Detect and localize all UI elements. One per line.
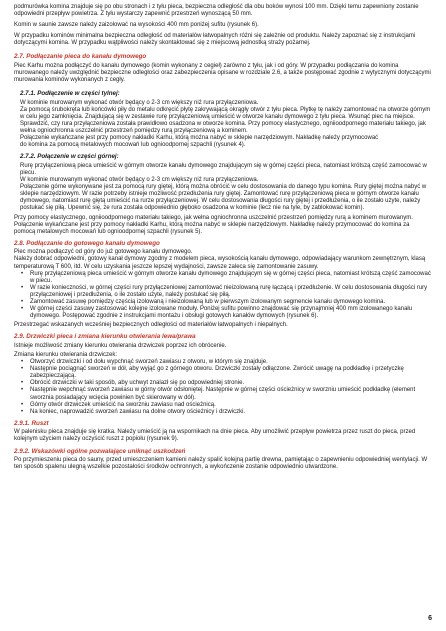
list-item: • W razie konieczności, w górnej części rury przyłączeniowej zamontować nieizolowaną rurę łączącą i przedłużenie. W celu dostosowania długości rury przyłączeniowej i przedłużenia, o ile zostało użyte, należy postukać się piłą.	[14, 285, 432, 299]
section-2-8-paragraph-1: Piec można podłączyć od góry do już gotowego kanału dymowego.	[14, 249, 193, 256]
section-2-7-2-line-2: W kominie murowanym wykonać otwór będący o 2-3 cm większy niż rura przyłączeniowa.	[20, 177, 259, 184]
section-2-7-1-line-3: Połączenie wykańczane jest przy pomocy nakładki Karhu, którą można nabyć w sklepie narzędziowym. Nakładkę należy przymocować	[20, 135, 379, 142]
section-2-7-2-line-3: Połączenie górne wykonywane jest za pomocą rury giętej, którą można obrócić w celu dostosowania do danego typu komina. Rury giętej można nabyć w sklepie narzędziowym. W razie potrzeby istnieje możliwość przedłużenia rury giętej. Zamontować rurę przyłączeniową pieca w górnym otworze kanału dymowego, natomiast rurę giętą umieścić na rurze przyłączeniowej. W celu dostosowania długości rury giętej i przedłużenia, o ile zostało użyte, należy postukać się piłą. Upewnić się, że rura została odpowiednio głęboko osadzona w kominie (lecz nie na tyle, by zablokować komin).	[20, 184, 427, 212]
section-2-7-1-line-1: W kominie murowanym wykonać otwór będący o 2-3 cm większy niż rura przyłączeniowa.	[20, 99, 259, 106]
section-2-7-paragraph: Piec Karhu można podłączyć do kanału dymowego (komin wykonany z cegieł) zarówno z tyłu, jak i od góry. W przypadku podłączania do komina murowanego należy uwzględnić bezpieczne odległości oraz zabezpieczenia opisane w rozdziale 2.6, a także postępować zgodnie z wytycznymi dotyczącymi murowania kominów wykonanych z cegły.	[14, 62, 431, 84]
intro-paragraph-2: Komin w saunie zawsze należy zaizolować na wysokości 400 mm poniżej sufitu (rysunek 6).	[14, 22, 259, 29]
list-item: • Następnie pociągnąć sworzeń w dół, aby wyjąć go z górnego otworu. Drzwiczki zostały odłączone. Zwrócić uwagę na podkładkę i przetyczkę zabezpieczającą.	[14, 366, 432, 380]
list-item: • Rurę przyłączeniową pieca umieścić w górnym otworze kanału dymowego znajdującym się w górnej części pieca, natomiast krótszą część zamocować w piecu.	[14, 271, 432, 285]
intro-paragraph-1: podmurówka komina znajduje się po obu stronach i z tyłu pieca, bezpieczna odległość dla obu boków wynosi 100 mm. Dzięki temu zapewniony zostanie odpowiedni przepływ powietrza. Z tyłu wystarczy zapewnić przestrzeń wynoszącą 50 mm.	[14, 4, 419, 18]
section-2-7-2-line-4: Przy pomocy elastycznego, ogniioodpornego materiału takiego, jak wełna ogniochronna uszczelnić przestrzeń pomiędzy rurą a kominem murowanym. Połączenie wykańczane jest przy pomocy nakładki Karhu, którą można nabyć w sklepie narzędziowym. Nakładkę należy przymocować do komina za pomocą metalowych mocowań lub ognioodpornej szpachli (rysunek 5).	[14, 214, 413, 235]
section-2-9-paragraph-1: Istnieje możliwość zmiany kierunku otwierania drzwiczek poprzez ich obrócenie.	[14, 342, 227, 349]
page-number: 6	[428, 615, 432, 622]
list-item: • Zamontować zasuwę pomiędzy częścią izolowaną i nieizolowaną lub w pierwszym izolowanym segmencie kanału dymowego komina.	[14, 299, 432, 306]
section-2-8-paragraph-2: Należy dobrać odpowiedni, gotowy kanał dymowy zgodny z modelem pieca, wysokością kanału dymowego, odpowiadający warunkom zewnętrznym, klasą temperaturową T 600, itd. W celu uzyskania jeszcze lepszej wydajności, zawsze zaleca się zamontowanie zasuwy.	[14, 256, 426, 270]
list-item: • Następnie wepchnąć sworzeń zawiasu w górny otwór odsłoniętej. Następnie w górnej części ościeżnicy w sworzniu umieścić podkładkę (element sworznia posiadający wcięcia powinien być skierowany w dół).	[14, 387, 432, 401]
list-item: • W górnej części zasuwy zastosować kolejne izolowane moduły. Poniżej sufitu powinno znajdować się przynajmniej 400 mm izolowanego kanału dymowego. Postępować zgodnie z instrukcjami montażu i obsługi gotowych kanałów dymowych (rysunek 6).	[14, 306, 432, 320]
section-2-8-paragraph-3: Przestrzegać wskazanych wcześniej bezpiecznych odległości od materiałów łatwopalnych i niepalnych.	[14, 322, 288, 329]
list-item: • Otworzyć drzwiczki i od dołu wypchnąć sworzeń zawiasu z otworu, w którym się znajduje.	[14, 359, 432, 366]
section-2-7-heading: 2.7. Podłączanie pieca do kanału dymowego	[14, 53, 147, 61]
section-2-9-list	[14, 359, 432, 416]
section-2-8-list	[14, 271, 432, 321]
section-2-9-1-paragraph: W palenisku pieca znajduje się kratka. Należy umieścić ją na wspornikach na dnie pieca. Aby umożliwić przepływ powietrza przez ruszt do pieca, przed kolejnym użyciem należy oczyścić ruszt z popiołu (rysunek 9).	[14, 429, 416, 443]
section-2-9-paragraph-2: Zmiana kierunku otwierania drzwiczek:	[14, 351, 118, 358]
list-item: • Górny otwór drzwiczek umieścić na sworzniu zawiasu nad ościeżnicą.	[14, 402, 432, 409]
section-2-9-2-paragraph: Po przymieszeniu pieca do sauny, przed umieszczeniem kamieni należy spalić kolejną partię drewna, pamiętając o zapewnieniu odpowiedniej wentylacji. W ten sposób spalenu ulegną wszelkie pozostałości środków ochronnych, a wykończenie zostanie odpowiednio utwardzone.	[14, 457, 428, 471]
section-2-7-1-line-2: Za pomocą śrubokręta lub końcówki piły do metalu odkręcić płytę zakrywającą okrągły otwór z tyłu pieca. Płytkę tę należy zamontować na otworze górnym w celu jego zamknięcia. Znajdującą się w zestawie rurę przyłączeniową umieścić w otworze kanału dymowego z tyłu pieca. Wsunąć piec na miejsce. Sprawdzić, czy rura przyłączeniowa została prawidłowo osadzona w otworze komina. Przy pomocy elastycznego, ogniioodpornego materiału takiego, jak wełna ogniochronna uszczelnić przestrzeń pomiędzy rurą przyłączeniową a kominem.	[20, 106, 431, 135]
section-2-7-2-heading: 2.7.2. Połączenie w części górnej:	[20, 153, 119, 161]
list-item: • Obrócić drzwiczki w taki sposób, aby uchwyt znalazł się po odpowiedniej stronie.	[14, 380, 432, 387]
section-2-9-1-heading: 2.9.1. Ruszt	[14, 419, 49, 427]
section-2-8-heading: 2.8. Podłączanie do gotowego kanału dymowego	[14, 239, 160, 247]
section-2-7-1-heading: 2.7.1. Podłączenie w części tylnej:	[20, 90, 120, 98]
section-2-7-1-line-4: do komina za pomocą metalowych mocowań lub ognioodpornej szpachli (rysunek 4).	[20, 142, 246, 149]
intro-paragraph-3: W przypadku kominów minimalna bezpieczna odległość od materiałów łatwopalnych różni się zależnie od produktu. Należy zapoznać się z instrukcjami dotyczącymi komina. W przypadku wątpliwości należy skontaktować się z miejscową jednostką straży pożarnej.	[14, 33, 416, 47]
section-2-9-heading: 2.9. Drzwiczki pieca i zmiana kierunku otwierania lewa/prawa	[14, 333, 196, 341]
section-2-9-2-heading: 2.9.2. Wskazówki ogólne pozwalające uniknąć uszkodzeń	[14, 447, 186, 455]
section-2-7-2-line-1: Rurę przyłączeniową pieca umieścić w górnym otworze kanału dymowego znajdującym się w górnej części pieca, natomiast krótszą część zamocować w piecu.	[20, 162, 427, 176]
list-item: • Na koniec, naprowadzić sworzeń zawiasu na dolne otwory ościeżnicy i drzwiczki.	[14, 409, 432, 416]
